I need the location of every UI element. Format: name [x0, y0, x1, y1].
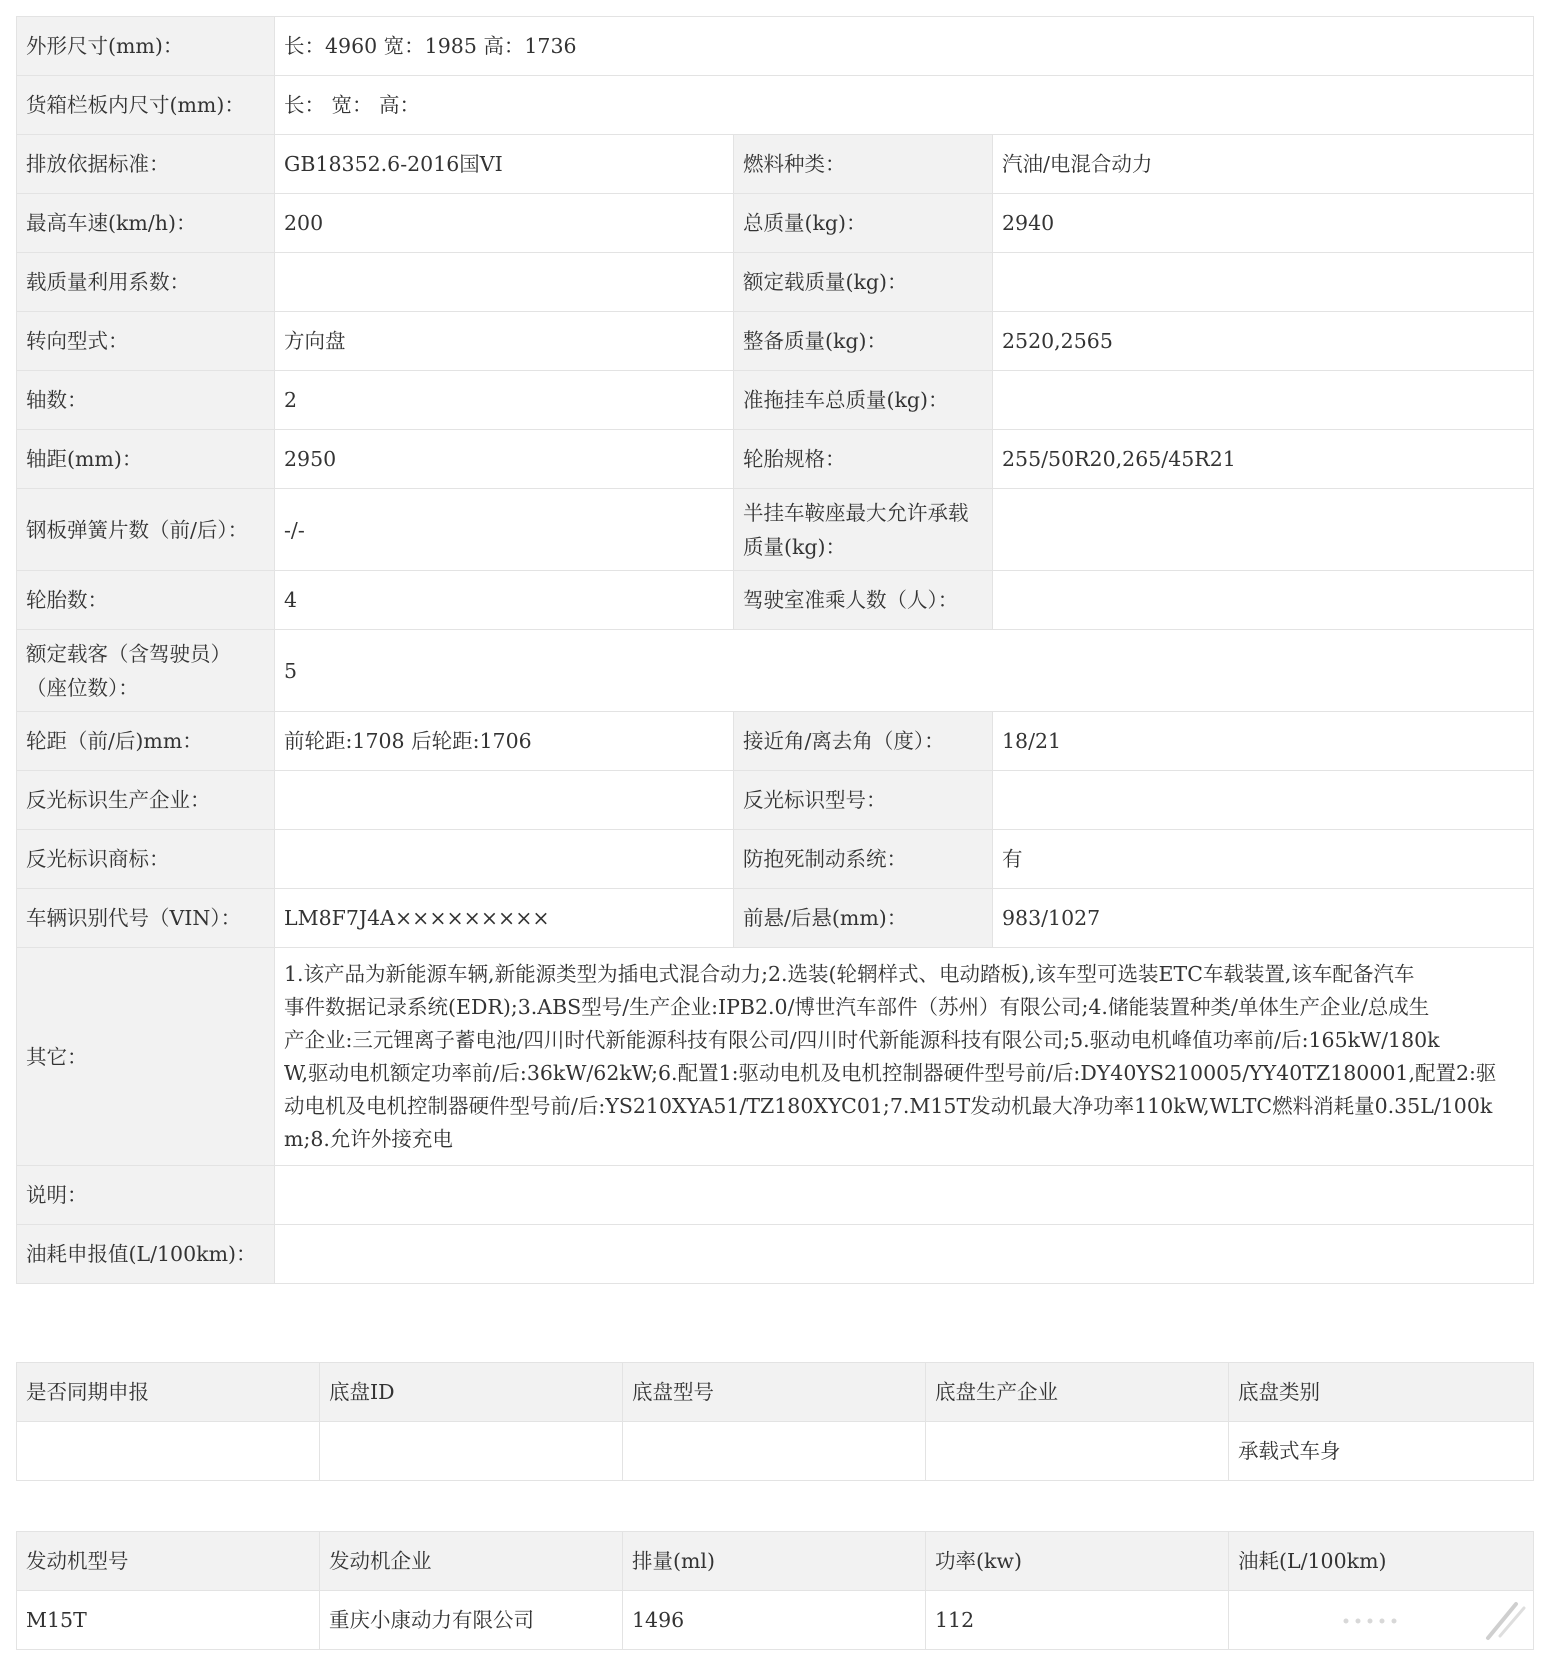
chassis-header: 底盘ID — [320, 1363, 623, 1422]
chassis-cell: 承载式车身 — [1229, 1422, 1534, 1481]
table-row — [17, 1225, 1534, 1284]
track-value: 前轮距:1708 后轮距:1706 — [275, 712, 734, 771]
saddle-load-label-line1: 半挂车鞍座最大允许承载 — [743, 500, 969, 525]
note-value — [275, 1166, 1534, 1225]
table-row — [17, 17, 1534, 76]
table-row — [17, 571, 1534, 630]
track-label: 轮距（前/后)mm： — [17, 712, 275, 771]
leaf-springs-label: 钢板弹簧片数（前/后）： — [17, 489, 275, 571]
other-line: 1.该产品为新能源车辆,新能源类型为插电式混合动力;2.选装(轮辋样式、电动踏板),该车型可选装ETC车载装置,该车配备汽车 — [284, 961, 1415, 986]
reflector-maker-value — [275, 771, 734, 830]
cargo-box-value: 长： 宽： 高： — [275, 76, 1534, 135]
axles-label: 轴数： — [17, 371, 275, 430]
engine-header: 发动机企业 — [320, 1532, 623, 1591]
abs-label: 防抱死制动系统： — [734, 830, 993, 889]
chassis-cell — [926, 1422, 1229, 1481]
reflector-maker-label: 反光标识生产企业： — [17, 771, 275, 830]
cab-seats-value — [993, 571, 1534, 630]
reflector-brand-label: 反光标识商标： — [17, 830, 275, 889]
table-row — [17, 948, 1534, 1166]
table-row — [17, 712, 1534, 771]
dimensions-label: 外形尺寸(mm)： — [17, 17, 275, 76]
passengers-value: 5 — [275, 630, 1534, 712]
chassis-cell — [623, 1422, 926, 1481]
saddle-load-label — [734, 489, 993, 571]
steering-label: 转向型式： — [17, 312, 275, 371]
other-value — [275, 948, 1534, 1166]
other-line: 动电机及电机控制器硬件型号前/后:YS210XYA51/TZ180XYC01;7.M15T发动机最大净功率110kW,WLTC燃料消耗量0.35L/100k — [284, 1093, 1493, 1118]
fuel-type-label: 燃料种类： — [734, 135, 993, 194]
total-mass-label: 总质量(kg)： — [734, 194, 993, 253]
trailer-mass-label: 准拖挂车总质量(kg)： — [734, 371, 993, 430]
table-row — [17, 371, 1534, 430]
reflector-model-value — [993, 771, 1534, 830]
tire-count-value: 4 — [275, 571, 734, 630]
rated-load-value — [993, 253, 1534, 312]
chassis-header: 底盘类别 — [1229, 1363, 1534, 1422]
leaf-springs-value: -/- — [275, 489, 734, 571]
total-mass-value: 2940 — [993, 194, 1534, 253]
wheelbase-label: 轴距(mm)： — [17, 430, 275, 489]
watermark-icon — [1338, 1596, 1528, 1642]
reflector-brand-value — [275, 830, 734, 889]
passengers-label-line2: （座位数）： — [26, 675, 139, 700]
overhang-value: 983/1027 — [993, 889, 1534, 948]
cargo-box-label: 货箱栏板内尺寸(mm)： — [17, 76, 275, 135]
wheelbase-value: 2950 — [275, 430, 734, 489]
table-row — [17, 1591, 1534, 1650]
passengers-label — [17, 630, 275, 712]
max-speed-label: 最高车速(km/h)： — [17, 194, 275, 253]
table-row — [17, 76, 1534, 135]
max-speed-value: 200 — [275, 194, 734, 253]
tire-count-label: 轮胎数： — [17, 571, 275, 630]
fuel-declared-label: 油耗申报值(L/100km)： — [17, 1225, 275, 1284]
chassis-header: 是否同期申报 — [17, 1363, 320, 1422]
overhang-label: 前悬/后悬(mm)： — [734, 889, 993, 948]
engine-table — [16, 1531, 1534, 1650]
table-row — [17, 489, 1534, 571]
chassis-header: 底盘型号 — [623, 1363, 926, 1422]
dimensions-value: 长：4960 宽：1985 高：1736 — [275, 17, 1534, 76]
fuel-type-value: 汽油/电混合动力 — [993, 135, 1534, 194]
table-row — [17, 312, 1534, 371]
cab-seats-label: 驾驶室准乘人数（人）： — [734, 571, 993, 630]
curb-mass-label: 整备质量(kg)： — [734, 312, 993, 371]
table-header-row — [17, 1532, 1534, 1591]
chassis-cell — [320, 1422, 623, 1481]
reflector-model-label: 反光标识型号： — [734, 771, 993, 830]
emission-value: GB18352.6-2016国VI — [275, 135, 734, 194]
vin-value: LM8F7J4A××××××××× — [275, 889, 734, 948]
table-row — [17, 771, 1534, 830]
axles-value: 2 — [275, 371, 734, 430]
engine-cell: M15T — [17, 1591, 320, 1650]
table-row — [17, 430, 1534, 489]
engine-cell: 重庆小康动力有限公司 — [320, 1591, 623, 1650]
table-row — [17, 253, 1534, 312]
table-row — [17, 1422, 1534, 1481]
other-line: m;8.允许外接充电 — [284, 1126, 453, 1151]
fuel-declared-value — [275, 1225, 1534, 1284]
saddle-load-label-line2: 质量(kg)： — [743, 534, 847, 559]
tire-spec-label: 轮胎规格： — [734, 430, 993, 489]
engine-header: 排量(ml) — [623, 1532, 926, 1591]
table-row — [17, 135, 1534, 194]
curb-mass-value: 2520,2565 — [993, 312, 1534, 371]
steering-value: 方向盘 — [275, 312, 734, 371]
table-row — [17, 1166, 1534, 1225]
tire-spec-value: 255/50R20,265/45R21 — [993, 430, 1534, 489]
other-line: W,驱动电机额定功率前/后:36kW/62kW;6.配置1:驱动电机及电机控制器硬件型号前/后:DY40YS210005/YY40TZ180001,配置2:驱 — [284, 1060, 1497, 1085]
chassis-cell — [17, 1422, 320, 1481]
angles-label: 接近角/离去角（度）： — [734, 712, 993, 771]
other-label: 其它： — [17, 948, 275, 1166]
engine-header: 发动机型号 — [17, 1532, 320, 1591]
table-header-row — [17, 1363, 1534, 1422]
table-row — [17, 194, 1534, 253]
other-line: 事件数据记录系统(EDR);3.ABS型号/生产企业:IPB2.0/博世汽车部件（苏州）有限公司;4.储能装置种类/单体生产企业/总成生 — [284, 994, 1430, 1019]
vin-label: 车辆识别代号（VIN）： — [17, 889, 275, 948]
abs-value: 有 — [993, 830, 1534, 889]
rated-load-label: 额定载质量(kg)： — [734, 253, 993, 312]
angles-value: 18/21 — [993, 712, 1534, 771]
load-factor-label: 载质量利用系数： — [17, 253, 275, 312]
engine-cell: 112 — [926, 1591, 1229, 1650]
engine-cell: 1496 — [623, 1591, 926, 1650]
table-row — [17, 630, 1534, 712]
engine-header: 功率(kw) — [926, 1532, 1229, 1591]
chassis-header: 底盘生产企业 — [926, 1363, 1229, 1422]
load-factor-value — [275, 253, 734, 312]
table-row — [17, 889, 1534, 948]
chassis-table — [16, 1362, 1534, 1481]
other-line: 产企业:三元锂离子蓄电池/四川时代新能源科技有限公司/四川时代新能源科技有限公司;5.驱动电机峰值功率前/后:165kW/180k — [284, 1027, 1440, 1052]
note-label: 说明： — [17, 1166, 275, 1225]
vehicle-spec-table — [16, 16, 1534, 1284]
trailer-mass-value — [993, 371, 1534, 430]
table-row — [17, 830, 1534, 889]
engine-header: 油耗(L/100km) — [1229, 1532, 1534, 1591]
saddle-load-value — [993, 489, 1534, 571]
passengers-label-line1: 额定载客（含驾驶员） — [26, 641, 231, 666]
emission-label: 排放依据标准： — [17, 135, 275, 194]
